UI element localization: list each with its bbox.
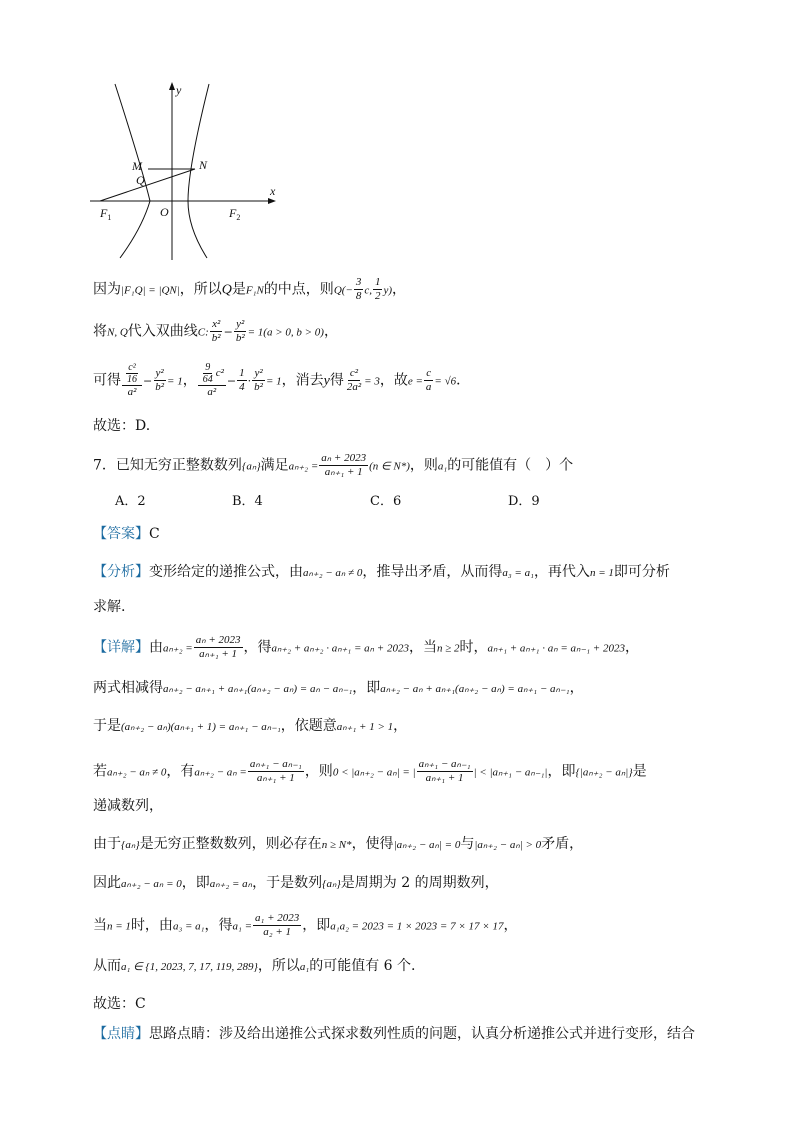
detail-line-8	[93, 912, 517, 939]
math: aₙ₊₂ − aₙ = 0	[121, 878, 182, 890]
math: −	[223, 325, 233, 339]
text: 时，由	[130, 917, 173, 934]
remark-line	[93, 1024, 695, 1044]
math: = 3	[364, 375, 380, 388]
text-line-1	[93, 276, 406, 303]
math: n ≥ 2	[436, 642, 460, 655]
fraction: $\frac{1}{2}$	[374, 276, 381, 302]
fraction: $\frac{c}{a}$	[425, 367, 432, 393]
math: aₙ₊₂ − aₙ ≠ 0	[303, 567, 363, 579]
math: Q	[221, 282, 232, 298]
text: 递减数列，	[93, 798, 163, 814]
math: a₁ ∈ {1, 2023, 7, 17, 119, 289}	[121, 961, 258, 973]
math: = 1(a > 0, b > 0)	[247, 326, 324, 339]
fraction: $\frac{1}{4}$	[239, 367, 245, 393]
text: 是周期为 2 的周期数列，	[340, 875, 499, 891]
math: = 1	[265, 375, 282, 388]
text: 由	[149, 639, 163, 656]
text: ，即	[302, 917, 331, 934]
text: 于是	[93, 718, 121, 734]
text: ，于是数列	[252, 875, 323, 891]
text: 的可能值有（ ）个	[447, 457, 574, 474]
text: ，即	[547, 763, 576, 780]
text: ，得	[243, 639, 272, 656]
answer-choice-line-2	[93, 994, 146, 1014]
text: 7．已知无穷正整数数列	[93, 457, 242, 474]
math: F₁N	[245, 284, 264, 297]
math: = √6	[434, 375, 457, 388]
text: ，所以	[179, 281, 222, 298]
option-c: C．6	[370, 494, 402, 509]
fraction: $\frac{\text{a₁ + 2023}}{\text{a₂ + 1}}$	[255, 912, 300, 938]
fraction: $\frac{\text{y²}}{\text{b²}}$	[155, 367, 165, 393]
text: 求解.	[93, 599, 126, 615]
label-M: M	[132, 159, 142, 173]
detail-line-5	[93, 796, 163, 816]
fraction: $\frac{\text{x²}}{\text{b²}}$	[211, 318, 221, 344]
math: c,	[364, 284, 372, 297]
math: aₙ₊₁ + 1 > 1	[336, 721, 394, 733]
option-b: B．4	[232, 494, 263, 509]
math: {|aₙ₊₂ − aₙ|}	[575, 766, 633, 779]
text: ，则	[304, 763, 333, 780]
text: 思路点睛：涉及给出递推公式探求数列性质的问题，认真分析递推公式并进行变形，结合	[149, 1026, 695, 1042]
text: ，则	[409, 457, 438, 474]
math: a₁	[437, 460, 448, 473]
text: 是无穷正整数数列，则必存在	[139, 836, 322, 852]
text: 因为	[93, 281, 121, 298]
option-d: D．9	[508, 494, 540, 509]
detail-line-4	[93, 758, 647, 785]
text: ，所以	[257, 958, 300, 974]
text: 的中点，则	[263, 281, 334, 298]
fraction: $\frac{9}{64}$ c² a²	[198, 362, 226, 399]
label-F2: $F_2$	[229, 206, 241, 222]
text: 可得	[93, 372, 121, 389]
text: ，	[392, 281, 407, 298]
text: 因此	[93, 875, 121, 891]
math: aₙ₊₂ − aₙ =	[194, 766, 247, 779]
math: a₃ = a₁	[172, 920, 205, 933]
math: −	[143, 374, 153, 388]
text: 代入双曲线	[127, 323, 198, 340]
text: ，	[569, 680, 584, 696]
detail-line-1	[93, 634, 639, 661]
math: y	[323, 373, 330, 389]
math: aₙ₊₂ =	[163, 642, 193, 655]
text-line-2	[93, 318, 338, 345]
detail-line-3	[93, 716, 407, 737]
math: (n ∈ N*)	[369, 460, 410, 473]
text: ，	[503, 917, 518, 934]
math: aₙ₊₂ − aₙ + aₙ₊₁(aₙ₊₂ − aₙ) = aₙ₊₁ − aₙ₋₁	[380, 683, 570, 695]
fraction: $\frac{\frac{\text{c²}}{16}}{\text{a²}}$	[122, 362, 142, 399]
text: 得	[329, 372, 344, 389]
text: ，有	[166, 763, 195, 780]
fraction: $\frac{\text{aₙ₊₁ − aₙ₋₁}}{\text{aₙ₊₁ + 1}}$	[249, 758, 302, 784]
math: {aₙ}	[241, 460, 261, 473]
text: 与	[460, 836, 475, 852]
text: ，使得	[351, 836, 394, 852]
text: 满足	[260, 457, 289, 474]
label-N: N	[199, 158, 208, 172]
text: 即可分析	[613, 564, 670, 580]
math: C:	[197, 326, 209, 339]
text: ，当	[408, 639, 437, 656]
math: aₙ₊₁ + aₙ₊₁ · aₙ = aₙ₋₁ + 2023	[487, 642, 625, 655]
math: a₁ =	[232, 920, 253, 933]
math: |aₙ₊₂ − aₙ| = 0	[393, 839, 461, 851]
segment-F1N	[100, 169, 195, 201]
text-line-3	[93, 362, 470, 399]
fraction: $\frac{\text{aₙ₊₁ − aₙ₋₁}}{\text{aₙ₊₁ + 1}}$	[418, 758, 471, 784]
analysis-line-1	[93, 562, 670, 583]
answer-value: C	[149, 526, 160, 542]
analysis-line-2	[93, 597, 125, 617]
y-axis-arrow	[169, 82, 175, 90]
label-x: x	[270, 184, 276, 198]
math: |F₁Q| = |QN|	[121, 284, 180, 297]
math: {aₙ}	[121, 839, 140, 851]
text: ，	[624, 639, 639, 656]
math: n = 1	[107, 920, 131, 933]
text: 故选：C	[93, 996, 146, 1012]
math: −	[226, 374, 237, 388]
answer-tag: 【答案】	[93, 526, 149, 542]
text: 当	[93, 917, 107, 934]
math: N, Q	[107, 326, 128, 339]
label-y: y	[176, 83, 182, 97]
text: ，故	[379, 372, 408, 389]
math: aₙ₊₂ = aₙ	[209, 878, 253, 890]
question-7	[93, 452, 573, 479]
math: y)	[383, 284, 393, 297]
math: a₃ = a₁	[502, 567, 534, 579]
math: n = 1	[589, 567, 614, 579]
math: aₙ₊₂ =	[288, 460, 319, 473]
hyperbola-figure	[80, 78, 300, 263]
answer-choice-line	[93, 416, 150, 436]
text: 变形给定的递推公式，由	[149, 564, 303, 580]
text: 两式相减得	[93, 680, 163, 696]
detail-line-6	[93, 834, 583, 855]
text: ，消去	[281, 372, 324, 389]
detail-line-2	[93, 678, 584, 699]
label-O: O	[160, 205, 169, 219]
text: 矛盾，	[541, 836, 584, 852]
label-F1: $F_1$	[100, 206, 112, 222]
math: aₙ₊₂ − aₙ ≠ 0	[107, 766, 167, 779]
fraction: $\frac{\text{y²}}{\text{b²}}$	[235, 318, 245, 344]
text: ，即	[352, 680, 381, 696]
text: 从而	[93, 958, 121, 974]
detail-tag: 【详解】	[93, 639, 149, 656]
text: 时，	[459, 639, 488, 656]
math: 0 < |aₙ₊₂ − aₙ| = |	[332, 766, 416, 779]
math: aₙ₊₂ + aₙ₊₂ · aₙ₊₁ = aₙ + 2023	[271, 642, 409, 655]
text: 的可能值有 6 个.	[309, 958, 416, 974]
math: Q(−	[333, 284, 353, 297]
math: n ≥ N*	[321, 839, 352, 851]
text: ，即	[181, 875, 210, 891]
math: a₁	[299, 961, 310, 973]
text: ，	[182, 372, 197, 389]
math: {aₙ}	[322, 878, 341, 890]
detail-line-7	[93, 873, 499, 894]
fraction: $\frac{\text{c²}}{\text{2a²}}$	[346, 367, 362, 393]
option-a: A．2	[115, 494, 146, 509]
label-Q: Q	[136, 173, 145, 187]
text: ，	[393, 718, 408, 734]
text: 由于	[93, 836, 121, 852]
analysis-tag: 【分析】	[93, 564, 149, 580]
text: 若	[93, 763, 107, 780]
fraction: $\frac{\text{y²}}{\text{b²}}$	[254, 367, 263, 393]
math: = 1	[167, 375, 183, 388]
text: ，	[323, 323, 338, 340]
text: 是	[632, 763, 647, 780]
answer-line	[93, 524, 160, 544]
math: ·	[247, 374, 252, 388]
text: ，得	[204, 917, 233, 934]
math: |aₙ₊₂ − aₙ| > 0	[474, 839, 542, 851]
math: | < |aₙ₊₁ − aₙ₋₁|	[473, 766, 548, 779]
text: 将	[93, 323, 107, 340]
text: 是	[231, 281, 246, 298]
math: e =	[407, 375, 423, 388]
fraction: $\frac{3}{8}$	[355, 276, 362, 302]
math: aₙ₊₂ − aₙ₊₁ + aₙ₊₁(aₙ₊₂ − aₙ) = aₙ − aₙ₋₁	[163, 683, 353, 695]
text: ，再代入	[533, 564, 590, 580]
text: 故选：D.	[93, 418, 151, 434]
text: ，推导出矛盾，从而得	[362, 564, 503, 580]
x-axis-arrow	[268, 198, 276, 204]
detail-line-9	[93, 956, 415, 977]
remark-tag: 【点睛】	[93, 1026, 149, 1042]
text: ．	[456, 372, 471, 389]
fraction: $\frac{\text{aₙ + 2023}}{\text{aₙ₊₁ + 1}}$	[321, 452, 367, 478]
math: a₁a₂ = 2023 = 1 × 2023 = 7 × 17 × 17	[330, 920, 504, 933]
fraction: $\frac{\text{aₙ + 2023}}{\text{aₙ₊₁ + 1}}$	[195, 634, 241, 660]
math: (aₙ₊₂ − aₙ)(aₙ₊₁ + 1) = aₙ₊₁ − aₙ₋₁	[121, 721, 281, 733]
text: ，依题意	[280, 718, 337, 734]
